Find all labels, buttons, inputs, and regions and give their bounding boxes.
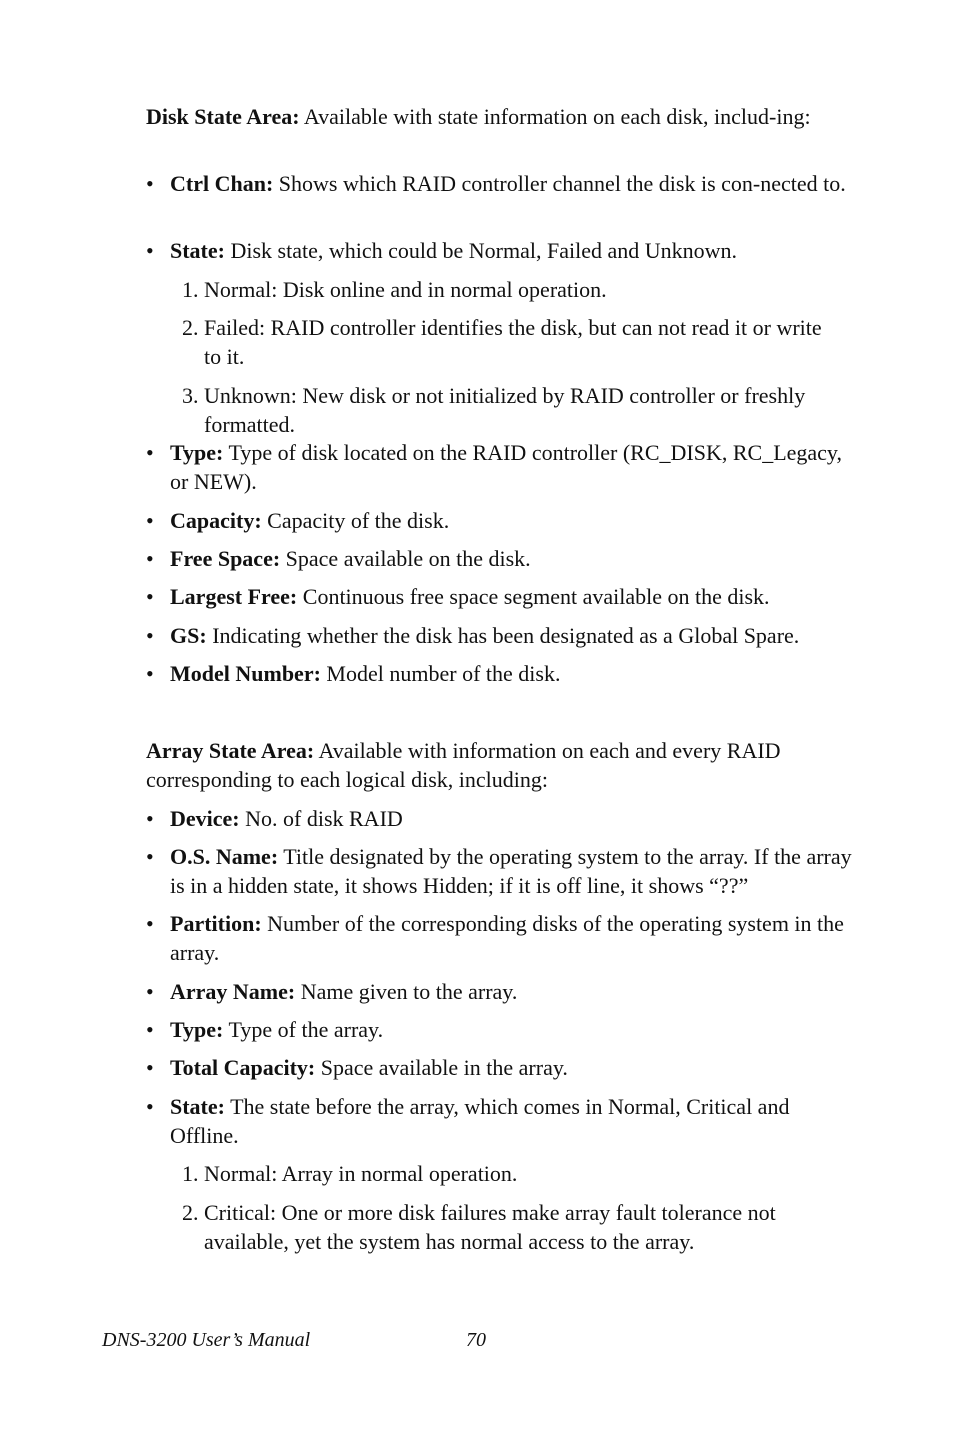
- item-text: Unknown: New disk or not initialized by RAID controller or freshly formatted.: [204, 383, 806, 437]
- bullet-icon: •: [146, 806, 154, 831]
- item-label: O.S. Name:: [170, 844, 279, 869]
- item-number: 2.: [182, 315, 199, 340]
- bullet-icon: •: [146, 440, 154, 465]
- item-text: Title designated by the operating system to the array. If the array is in a hidden state, it shows Hidden; if it is off line, it shows “??”: [170, 844, 852, 898]
- item-text: Number of the corresponding disks of the operating system in the array.: [170, 911, 844, 965]
- item-label: Free Space:: [170, 546, 281, 571]
- item-label: Type:: [170, 440, 224, 465]
- bullet-icon: •: [146, 584, 154, 609]
- item-text: No. of disk RAID: [239, 806, 403, 831]
- item-text: Space available in the array.: [315, 1055, 568, 1080]
- item-number: 2.: [182, 1200, 199, 1225]
- list-item: [146, 506, 846, 535]
- list-item: [146, 1092, 846, 1150]
- item-text: Disk state, which could be Normal, Failed and Unknown.: [224, 238, 737, 263]
- list-item: [146, 169, 846, 198]
- item-text: Type of the array.: [223, 1017, 384, 1042]
- item-label: Array Name:: [170, 979, 296, 1004]
- item-text: Space available on the disk.: [280, 546, 531, 571]
- bullet-icon: •: [146, 623, 154, 648]
- item-label: Device:: [170, 806, 240, 831]
- numbered-item: [182, 275, 842, 304]
- item-label: Total Capacity:: [170, 1055, 316, 1080]
- item-text: Normal: Disk online and in normal operation.: [204, 277, 607, 302]
- bullet-icon: •: [146, 979, 154, 1004]
- numbered-item: [182, 1198, 842, 1256]
- bullet-icon: •: [146, 911, 154, 936]
- list-item: [146, 438, 846, 496]
- item-text: Failed: RAID controller identifies the disk, but can not read it or write to it.: [204, 315, 822, 369]
- item-label: State:: [170, 1094, 225, 1119]
- bullet-icon: •: [146, 1017, 154, 1042]
- array-state-intro-text: Available with information on each and every RAID corresponding to each logical disk, including:: [146, 738, 781, 792]
- bullet-icon: •: [146, 546, 154, 571]
- numbered-item: [182, 1159, 842, 1188]
- item-label: State:: [170, 238, 225, 263]
- bullet-icon: •: [146, 844, 154, 869]
- item-text: Type of disk located on the RAID controller (RC_DISK, RC_Legacy, or NEW).: [170, 440, 842, 494]
- list-item: [146, 977, 846, 1006]
- item-text: Model number of the disk.: [320, 661, 561, 686]
- numbered-item: [182, 313, 842, 371]
- disk-state-intro: [146, 102, 846, 131]
- bullet-icon: •: [146, 661, 154, 686]
- item-text: Critical: One or more disk failures make array fault tolerance not available, yet the system has normal access to the array.: [204, 1200, 776, 1254]
- list-item: [146, 804, 846, 833]
- item-label: Largest Free:: [170, 584, 298, 609]
- item-text: Continuous free space segment available on the disk.: [297, 584, 770, 609]
- item-text: The state before the array, which comes in Normal, Critical and Offline.: [170, 1094, 790, 1148]
- item-label: Ctrl Chan:: [170, 171, 274, 196]
- item-label: Type:: [170, 1017, 224, 1042]
- item-number: 1.: [182, 1161, 199, 1186]
- list-item: [146, 909, 846, 967]
- item-text: Shows which RAID controller channel the disk is con-nected to.: [273, 171, 846, 196]
- list-item: [146, 659, 846, 688]
- array-state-label: Array State Area:: [146, 738, 315, 763]
- item-label: Model Number:: [170, 661, 321, 686]
- list-item: [146, 1053, 846, 1082]
- item-number: 1.: [182, 277, 199, 302]
- item-text: Indicating whether the disk has been designated as a Global Spare.: [206, 623, 800, 648]
- item-number: 3.: [182, 383, 199, 408]
- list-item: [146, 842, 858, 900]
- item-text: Capacity of the disk.: [261, 508, 450, 533]
- footer-page-number: 70: [466, 1329, 486, 1351]
- item-label: Partition:: [170, 911, 262, 936]
- item-label: Capacity:: [170, 508, 262, 533]
- disk-state-intro-text: Available with state information on each disk, includ-ing:: [299, 104, 811, 129]
- bullet-icon: •: [146, 1094, 154, 1119]
- item-label: GS:: [170, 623, 207, 648]
- bullet-icon: •: [146, 238, 154, 263]
- bullet-icon: •: [146, 508, 154, 533]
- bullet-icon: •: [146, 171, 154, 196]
- item-text: Normal: Array in normal operation.: [204, 1161, 518, 1186]
- footer-manual-title: DNS-3200 User’s Manual: [102, 1329, 311, 1351]
- bullet-icon: •: [146, 1055, 154, 1080]
- list-item: [146, 1015, 846, 1044]
- array-state-intro: [146, 736, 846, 794]
- list-item: [146, 582, 846, 611]
- disk-state-label: Disk State Area:: [146, 104, 300, 129]
- numbered-item: [182, 381, 842, 439]
- item-text: Name given to the array.: [295, 979, 518, 1004]
- list-item: [146, 236, 846, 265]
- list-item: [146, 621, 866, 650]
- list-item: [146, 544, 846, 573]
